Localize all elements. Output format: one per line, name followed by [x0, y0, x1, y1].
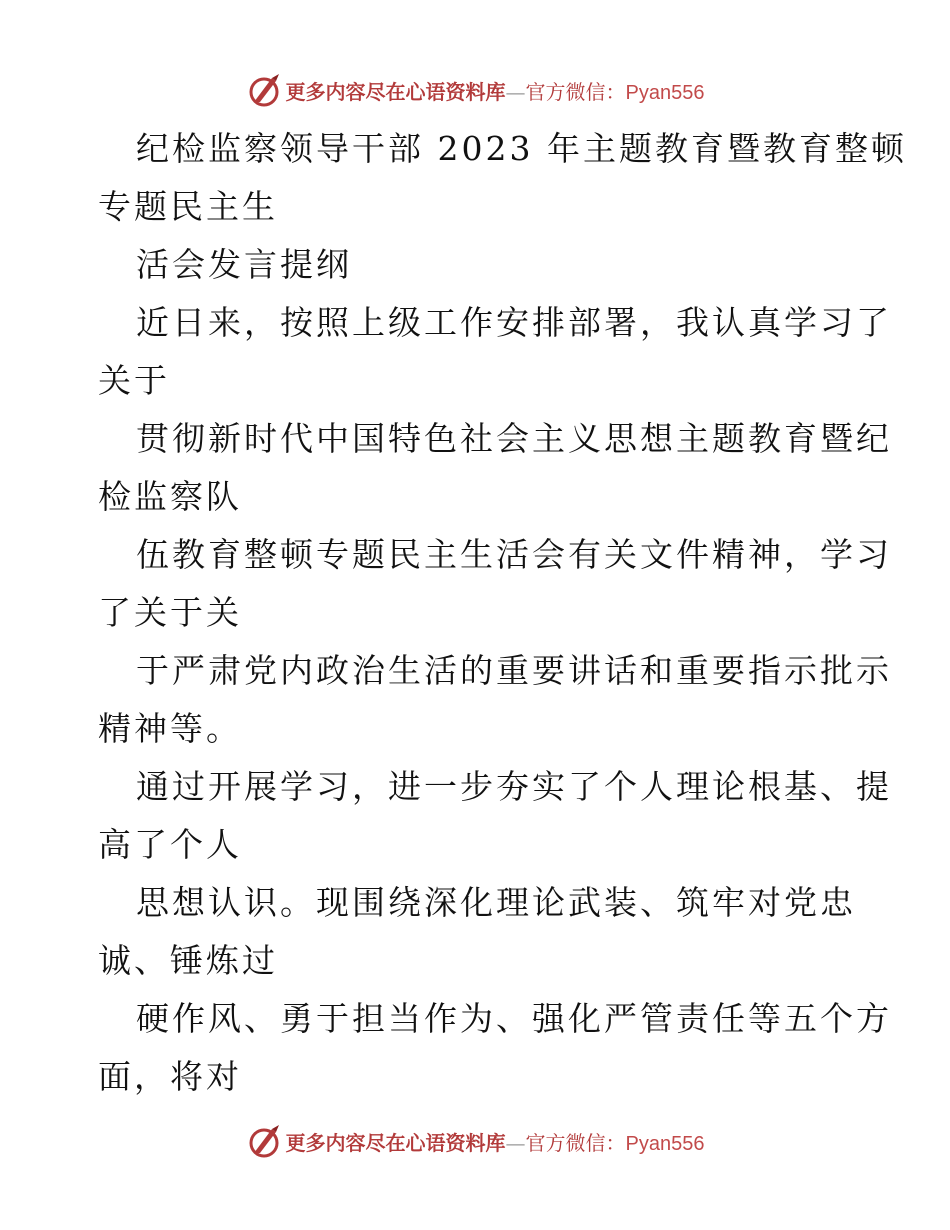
document-body — [98, 120, 907, 1106]
banner-separator: — — [505, 1130, 526, 1155]
text-line: 精神等。 — [98, 709, 242, 748]
banner-slogan: 更多内容尽在心语资料库 — [285, 79, 506, 104]
footer-banner — [0, 1121, 950, 1161]
banner-text — [286, 76, 705, 105]
text-line: 思想认识。现围绕深化理论武装、筑牢对党忠 — [136, 883, 856, 922]
text-line: 专题民主生 — [98, 187, 278, 226]
text-line: 关于 — [98, 361, 170, 400]
text-line: 高了个人 — [98, 825, 242, 864]
text-line: 伍教育整顿专题民主生活会有关文件精神，学习 — [136, 535, 892, 574]
header-banner — [0, 70, 950, 110]
text-line: 面，将对 — [98, 1057, 242, 1096]
text-line: 近日来，按照上级工作安排部署，我认真学习了 — [136, 303, 892, 342]
text-line: 诚、锤炼过 — [98, 941, 278, 980]
quill-pen-logo-icon — [246, 1123, 282, 1159]
text-line: 贯彻新时代中国特色社会主义思想主题教育暨纪 — [136, 419, 892, 458]
text-line: 于严肃党内政治生活的重要讲话和重要指示批示 — [136, 651, 892, 690]
banner-text — [286, 1127, 705, 1156]
text-line: 活会发言提纲 — [136, 245, 352, 284]
banner-wechat-label: 官方微信： — [525, 79, 626, 104]
text-line: 纪检监察领导干部 2023 年主题教育暨教育整顿 — [136, 129, 907, 168]
banner-slogan: 更多内容尽在心语资料库 — [285, 1130, 506, 1155]
text-line: 通过开展学习，进一步夯实了个人理论根基、提 — [136, 767, 892, 806]
banner-wechat-id: Pyan556 — [625, 1132, 705, 1155]
banner-wechat-id: Pyan556 — [625, 81, 705, 104]
quill-pen-logo-icon — [246, 72, 282, 108]
text-line: 硬作风、勇于担当作为、强化严管责任等五个方 — [136, 999, 892, 1038]
banner-separator: — — [505, 79, 526, 104]
text-line: 了关于关 — [98, 593, 242, 632]
banner-wechat-label: 官方微信： — [525, 1130, 626, 1155]
text-line: 检监察队 — [98, 477, 242, 516]
